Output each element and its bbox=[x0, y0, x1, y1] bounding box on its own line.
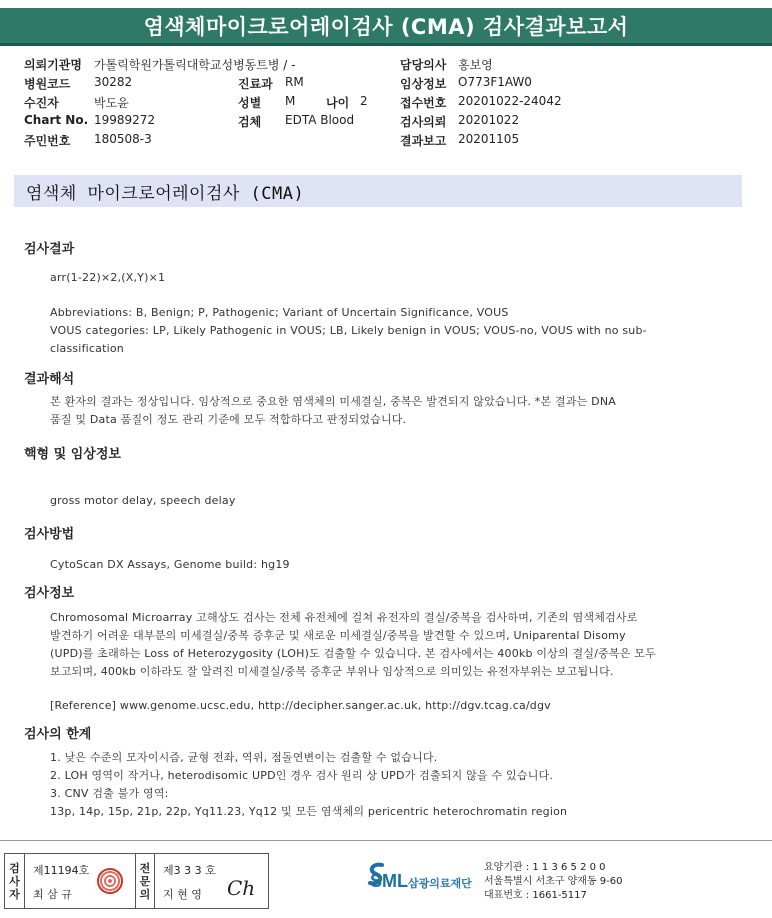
rrn-label: 주민번호 bbox=[24, 134, 71, 148]
foundation-name: 삼광의료재단 bbox=[408, 877, 472, 890]
receiver-label: 수진자 bbox=[24, 96, 59, 110]
result-vous-line2: classification bbox=[50, 342, 124, 355]
karyotype-heading: 핵형 및 임상정보 bbox=[24, 447, 121, 462]
info-line1: Chromosomal Microarray 고해상도 검사는 전체 유전체에 걸쳐 유전자의 결실/중복을 검사하며, 기존의 염색체검사로 bbox=[50, 611, 638, 624]
request-label: 검사의뢰 bbox=[400, 115, 447, 129]
signature-box bbox=[4, 853, 269, 909]
examiner-label: 검 사 자 bbox=[5, 854, 25, 908]
sex-label: 성별 bbox=[238, 96, 262, 110]
doctor-label: 담당의사 bbox=[400, 58, 447, 72]
chart-label: Chart No. bbox=[24, 113, 89, 127]
method-heading: 검사방법 bbox=[24, 527, 75, 542]
result-vous-line1: VOUS categories: LP, Likely Pathogenic in VOUS; LB, Likely benign in VOUS; VOUS-no, VOUS with no sub- bbox=[50, 324, 647, 337]
info-line3: (UPD)를 초래하는 Loss of Heterozygosity (LOH)도 검출할 수 있습니다. 본 검사에서는 400kb 이상의 결실/중복은 모두 bbox=[50, 647, 656, 660]
info-line4: 보고되며, 400kb 이하라도 잘 알려진 미세결실/중복 증후군 부위나 임상적으로 의미있는 유전자부위는 보고됩니다. bbox=[50, 665, 614, 678]
inst-address: 서울특별시 서초구 양재동 9-60 bbox=[484, 876, 623, 887]
approver-signature: Ch bbox=[227, 876, 256, 900]
section-banner bbox=[14, 175, 742, 207]
info-reference: [Reference] www.genome.ucsc.edu, http://decipher.sanger.ac.uk, http://dgv.tcag.ca/dgv bbox=[50, 699, 551, 712]
interpretation-line2: 품질 및 Data 품질이 정도 관리 기준에 모두 적합하다고 판정되었습니다. bbox=[50, 413, 407, 426]
method-text: CytoScan DX Assays, Genome build: hg19 bbox=[50, 558, 290, 571]
section-title: 염색체 마이크로어레이검사 (CMA) bbox=[26, 184, 305, 204]
sex-value: M bbox=[285, 94, 296, 108]
examiner-seal-icon bbox=[97, 868, 123, 894]
examiner-name: 최 삼 규 bbox=[33, 888, 72, 901]
doctor-value: 홍보영 bbox=[458, 58, 493, 72]
chart-value: 19989272 bbox=[94, 113, 156, 127]
clinical-label: 임상정보 bbox=[400, 77, 447, 91]
receipt-label: 접수번호 bbox=[400, 96, 447, 110]
limits-line3: 3. CNV 검출 불가 영역: bbox=[50, 787, 169, 800]
dept-label: 진료과 bbox=[238, 77, 273, 91]
limits-line2: 2. LOH 영역이 작거나, heterodisomic UPD인 경우 검사 원리 상 UPD가 검출되지 않을 수 있습니다. bbox=[50, 769, 554, 782]
dept-value: RM bbox=[285, 75, 304, 89]
institution-value: 가톨릭학원가톨릭대학교성병동트병 / - bbox=[94, 58, 296, 72]
approver-label: 전 문 의 bbox=[135, 854, 155, 908]
approver-number: 제3 3 3 호 bbox=[163, 864, 216, 877]
inst-phone: 대표번호 : 1661-5117 bbox=[484, 890, 587, 901]
inst-code: 요양기관 : 1 1 3 6 5 2 0 0 bbox=[484, 862, 606, 873]
examiner-number: 제11194호 bbox=[33, 864, 90, 877]
result-heading: 검사결과 bbox=[24, 242, 75, 257]
report-date-label: 결과보고 bbox=[400, 134, 447, 148]
request-value: 20201022 bbox=[458, 113, 520, 127]
hospital-code-value: 30282 bbox=[94, 75, 133, 89]
specimen-value: EDTA Blood bbox=[285, 113, 355, 127]
limits-line1: 1. 낮은 수준의 모자이시즘, 균형 전좌, 역위, 점돌연변이는 검출할 수 없습니다. bbox=[50, 751, 438, 764]
rrn-value: 180508-3 bbox=[94, 132, 152, 146]
report-title: 염색체마이크로어레이검사 (CMA) 검사결과보고서 bbox=[143, 15, 629, 39]
age-label: 나이 bbox=[326, 96, 350, 110]
institution-info bbox=[484, 861, 623, 903]
hospital-code-label: 병원코드 bbox=[24, 77, 71, 91]
report-title-bar bbox=[0, 8, 772, 46]
interpretation-heading: 결과해석 bbox=[24, 372, 75, 387]
interpretation-line1: 본 환자의 결과는 정상입니다. 임상적으로 중요한 염색체의 미세결실, 중복은 발견되지 않았습니다. *본 결과는 DNA bbox=[50, 395, 617, 408]
clinical-value: O773F1AW0 bbox=[458, 75, 532, 89]
receiver-value: 박도윤 bbox=[94, 96, 129, 110]
report-footer bbox=[0, 840, 772, 918]
limits-heading: 검사의 한계 bbox=[24, 727, 92, 742]
receipt-value: 20201022-24042 bbox=[458, 94, 562, 108]
institution-label: 의뢰기관명 bbox=[24, 58, 82, 72]
result-arr: arr(1-22)×2,(X,Y)×1 bbox=[50, 271, 166, 284]
report-date-value: 20201105 bbox=[458, 132, 520, 146]
info-line2: 발견하기 어려운 대부분의 미세결실/중복 증후군 및 새로운 미세결실/중복을 발견할 수 있으며, Uniparental Disomy bbox=[50, 629, 626, 642]
approver-name: 지 현 영 bbox=[163, 888, 202, 901]
karyotype-text: gross motor delay, speech delay bbox=[50, 494, 236, 507]
sml-logo-text: SML bbox=[370, 871, 408, 891]
result-abbrev: Abbreviations: B, Benign; P, Pathogenic; Variant of Uncertain Significance, VOUS bbox=[50, 306, 509, 319]
specimen-label: 검체 bbox=[238, 115, 262, 129]
info-heading: 검사정보 bbox=[24, 586, 75, 601]
age-value: 2 bbox=[360, 94, 368, 108]
limits-line4: 13p, 14p, 15p, 21p, 22p, Yq11.23, Yq12 및 모든 염색체의 pericentric heterochromatin region bbox=[50, 805, 568, 818]
